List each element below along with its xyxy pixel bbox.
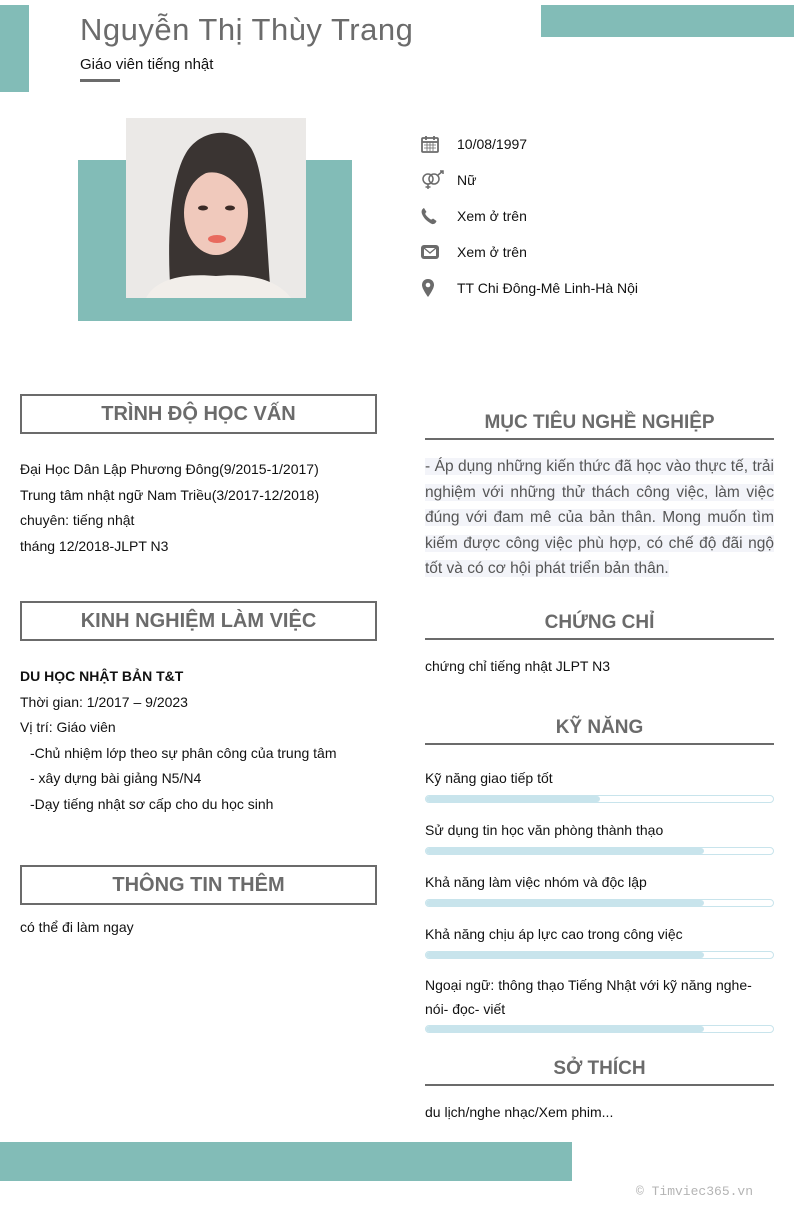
skill-bar-fill (426, 1026, 704, 1032)
phone-value: Xem ở trên (457, 208, 527, 224)
accent-block-bottom (0, 1142, 572, 1181)
experience-position: Vị trí: Giáo viên (20, 719, 116, 735)
skill-bar-fill (426, 848, 704, 854)
skill-item (425, 765, 774, 803)
candidate-name: Nguyễn Thị Thùy Trang (80, 12, 414, 47)
skill-item (425, 817, 774, 855)
skill-bar (425, 1025, 774, 1033)
gender-value: Nữ (457, 172, 477, 188)
contact-list (420, 126, 638, 306)
additional-info (20, 915, 134, 941)
experience-period: Thời gian: 1/2017 – 9/2023 (20, 693, 188, 710)
email-value: Xem ở trên (457, 244, 527, 260)
section-heading-hobbies: SỞ THÍCH (425, 1058, 774, 1086)
experience-duty: - xây dựng bài giảng N5/N4 (30, 770, 202, 786)
skill-item (425, 869, 774, 907)
job-title: Giáo viên tiếng nhật (80, 56, 214, 73)
certificate-item: chứng chỉ tiếng nhật JLPT N3 (425, 658, 611, 674)
accent-block-top-right (541, 5, 794, 37)
experience-duty: -Dạy tiếng nhật sơ cấp cho du học sinh (30, 795, 274, 812)
watermark: © Timviec365.vn (636, 1184, 754, 1199)
skill-label: Khả năng làm việc nhóm và độc lập (425, 874, 647, 890)
section-heading-objective: MỤC TIÊU NGHỀ NGHIỆP (425, 412, 774, 440)
skill-bar-fill (426, 952, 704, 958)
section-heading-education: TRÌNH ĐỘ HỌC VẤN (20, 394, 377, 434)
contact-phone (420, 198, 638, 234)
email-icon (420, 243, 457, 261)
experience-duty: -Chủ nhiệm lớp theo sự phân công của trung tâm (30, 744, 337, 761)
skill-bar-fill (426, 796, 600, 802)
education-item: chuyên: tiếng nhật (20, 512, 135, 528)
location-icon (420, 278, 457, 298)
education-item: Trung tâm nhật ngữ Nam Triều(3/2017-12/2018) (20, 486, 320, 503)
gender-icon (420, 170, 457, 190)
education-item: tháng 12/2018-JLPT N3 (20, 537, 169, 554)
objective-text (425, 454, 774, 582)
address-value: TT Chi Đông-Mê Linh-Hà Nội (457, 280, 639, 296)
education-list (20, 457, 319, 559)
objective-body: - Áp dụng những kiến thức đã học vào thực tế, trải nghiệm với những thử thách công việc, làm việc đúng với đam mê của bản thân. Mong muốn tìm kiếm được công việc phù hợp, có chế độ đãi ngộ tốt và có cơ hội phát triển bản thân. (425, 458, 774, 577)
skill-bar-fill (426, 900, 704, 906)
contact-gender (420, 162, 638, 198)
skill-label: Kỹ năng giao tiếp tốt (425, 770, 553, 786)
skill-bar (425, 847, 774, 855)
contact-address (420, 270, 638, 306)
calendar-icon (420, 134, 457, 154)
phone-icon (420, 207, 457, 225)
accent-block-top-left (0, 5, 29, 92)
hobbies (425, 1100, 613, 1126)
birthdate-value: 10/08/1997 (457, 136, 528, 152)
skill-bar (425, 951, 774, 959)
section-heading-certificates: CHỨNG CHỈ (425, 612, 774, 640)
skill-item (425, 973, 774, 1033)
certificate-list (425, 654, 610, 680)
skills-list (425, 765, 774, 1047)
skill-bar (425, 795, 774, 803)
additional-info-text: có thể đi làm ngay (20, 919, 134, 935)
skill-label: Sử dụng tin học văn phòng thành thạo (425, 822, 664, 838)
section-heading-experience: KINH NGHIỆM LÀM VIỆC (20, 601, 377, 641)
skill-item (425, 921, 774, 959)
portrait-illustration (126, 118, 306, 298)
skill-bar (425, 899, 774, 907)
avatar (126, 118, 306, 298)
section-heading-additional-info: THÔNG TIN THÊM (20, 865, 377, 905)
education-item: Đại Học Dân Lập Phương Đông(9/2015-1/2017) (20, 461, 319, 477)
section-heading-skills: KỸ NĂNG (425, 717, 774, 745)
contact-email (420, 234, 638, 270)
skill-label: Ngoại ngữ: thông thạo Tiếng Nhật với kỹ năng nghe- nói- đọc- viết (425, 977, 752, 1017)
contact-birthdate (420, 126, 638, 162)
experience-company: DU HỌC NHẬT BẢN T&T (20, 668, 184, 684)
hobbies-text: du lịch/nghe nhạc/Xem phim... (425, 1104, 614, 1120)
experience-list (20, 664, 337, 817)
skill-label: Khả năng chịu áp lực cao trong công việc (425, 926, 683, 942)
title-underline (80, 79, 120, 82)
